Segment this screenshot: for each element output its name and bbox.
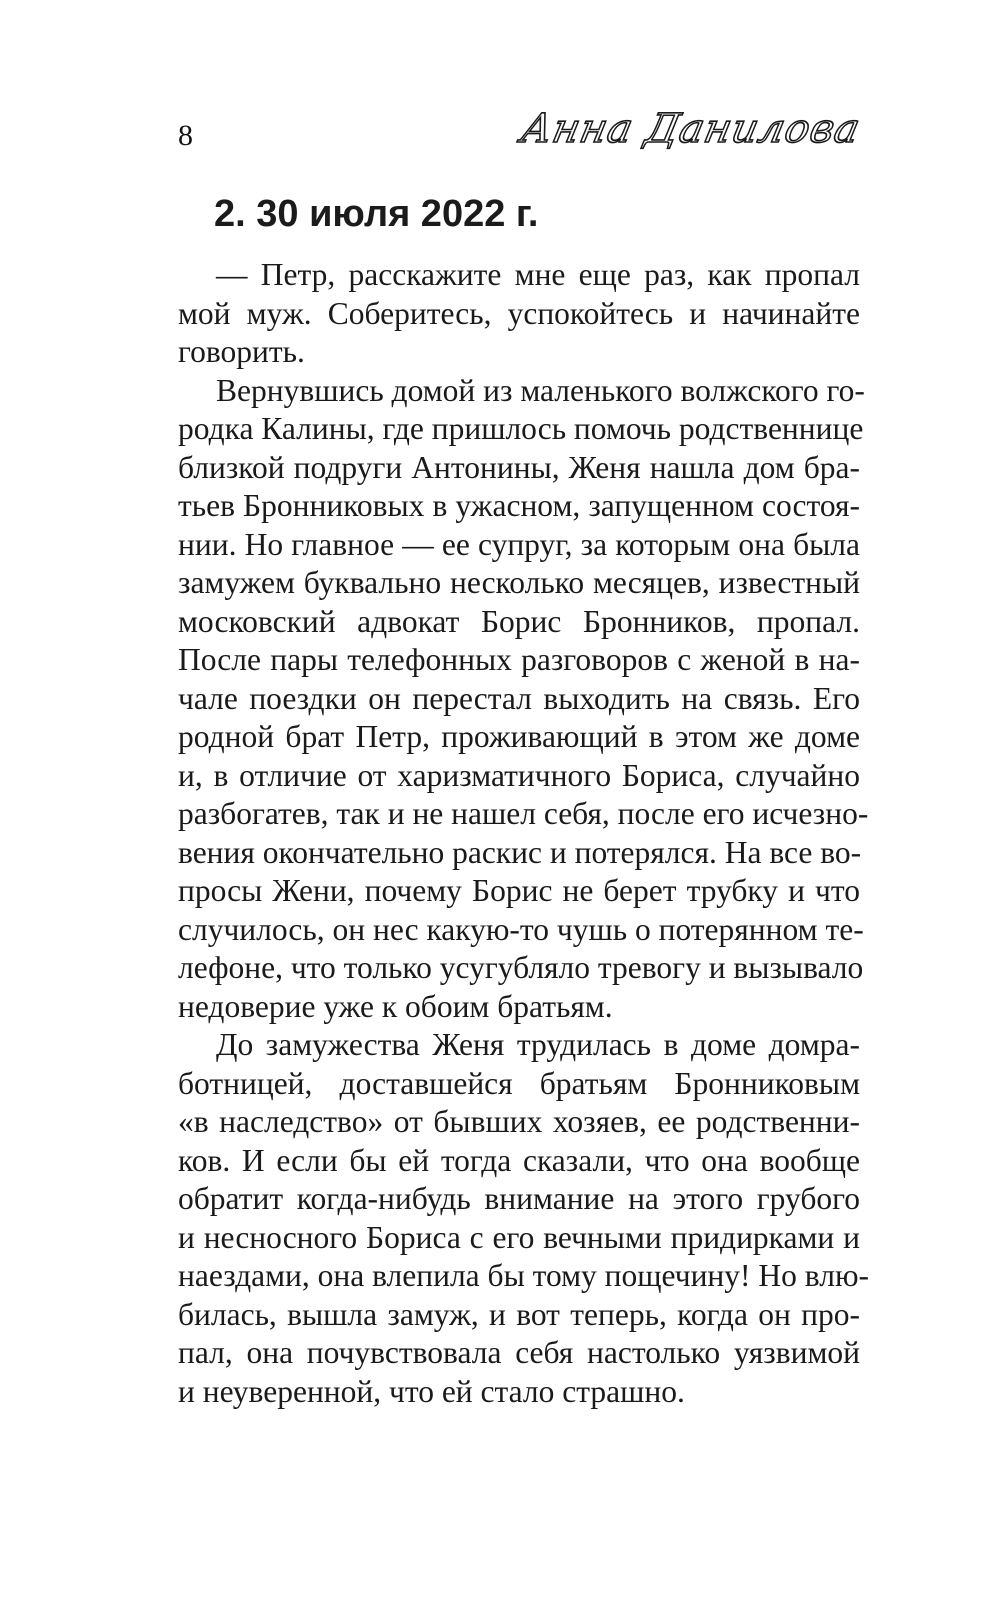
paragraph-2 <box>178 372 869 1027</box>
paragraph-3 <box>178 1026 869 1411</box>
text-line: наездами, она влепила бы тому пощечину! Но влю- <box>178 1258 869 1293</box>
text-line: ботницей, доставшейся братьям Бронниковым <box>178 1065 860 1101</box>
text-line: родной брат Петр, проживающий в этом же доме <box>178 719 860 754</box>
text-line: обратит когда-нибудь внимание на этого грубого <box>178 1181 860 1216</box>
text-line: родка Калины, где пришлось помочь родственнице <box>178 411 864 446</box>
running-header-author: Анна Данилова <box>517 106 865 152</box>
text-line: билась, вышла замуж, и вот теперь, когда он про- <box>178 1296 860 1332</box>
text-line: замужем буквально несколько месяцев, известный <box>178 565 860 600</box>
text-line: — Петр, расскажите мне еще раз, как пропал <box>216 257 860 292</box>
text-line: случилось, он нес какую-то чушь о потерянном те- <box>178 911 864 947</box>
text-line: чале поездки он перестал выходить на связь. Его <box>178 680 860 716</box>
text-line: лефоне, что только усугубляло тревогу и вызывало <box>178 950 864 985</box>
text-line: и несносного Бориса с его вечными придирками и <box>178 1219 860 1255</box>
text-line: ков. И если бы ей тогда сказали, что она вообще <box>178 1142 860 1178</box>
text-line: После пары телефонных разговоров с женой в на- <box>178 642 860 677</box>
text-line: пал, она почувствовала себя настолько уязвимой <box>178 1335 860 1370</box>
text-line: близкой подруги Антонины, Женя нашла дом бра- <box>178 449 860 485</box>
text-line: «в наследство» от бывших хозяев, ее родственни- <box>178 1104 860 1139</box>
text-line: нии. Но главное — ее супруг, за которым она была <box>178 526 860 562</box>
text-line: московский адвокат Борис Бронников, пропал. <box>178 603 860 639</box>
paragraph-1 <box>178 256 860 372</box>
text-line: До замужества Женя трудилась в доме домра- <box>216 1027 860 1062</box>
body-text <box>178 256 869 1411</box>
text-line: просы Жени, почему Борис не берет трубку и что <box>178 873 860 908</box>
chapter-title: 2. 30 июля 2022 г. <box>214 193 539 235</box>
text-line: недоверие уже к обоим братьям. <box>178 988 613 1024</box>
text-line: и, в отличие от харизматичного Бориса, случайно <box>178 757 860 793</box>
text-line: вения окончательно раскис и потерялся. На все во- <box>178 834 862 870</box>
text-line: тьев Бронниковых в ужасном, запущенном состоя- <box>178 488 860 523</box>
text-line: говорить. <box>178 334 305 369</box>
text-line: мой муж. Соберитесь, успокойтесь и начинайте <box>178 295 860 331</box>
text-line: и неуверенной, что ей стало страшно. <box>178 1373 685 1409</box>
page-number: 8 <box>178 119 193 152</box>
text-line: Вернувшись домой из маленького волжского го- <box>216 372 865 408</box>
text-line: разбогатев, так и не нашел себя, после его исчезно- <box>178 796 869 831</box>
